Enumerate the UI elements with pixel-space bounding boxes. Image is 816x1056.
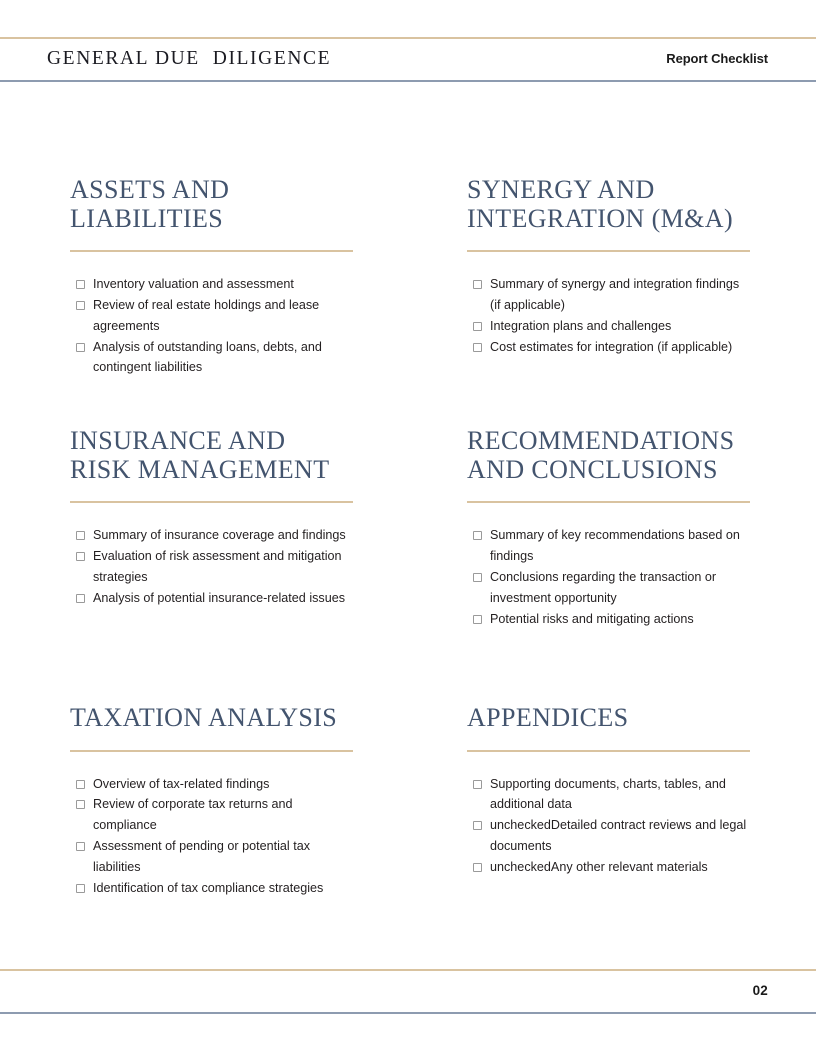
checklist-item[interactable] xyxy=(70,774,353,795)
section-heading: ASSETS AND LIABILITIES xyxy=(70,175,230,234)
checklist-taxation-analysis xyxy=(70,774,353,899)
checklist-item-label: Review of corporate tax returns and compliance xyxy=(93,797,293,833)
checklist-item[interactable] xyxy=(70,588,353,609)
section-underline xyxy=(467,250,750,252)
checklist-appendices xyxy=(467,774,750,878)
checkbox-unchecked-icon[interactable] xyxy=(76,280,85,289)
checklist-item[interactable] xyxy=(467,815,750,857)
checklist-item[interactable] xyxy=(70,525,353,546)
checkbox-unchecked-icon[interactable] xyxy=(473,343,482,352)
section-underline xyxy=(70,501,353,503)
section-synergy-and-integration xyxy=(467,175,750,378)
checklist-item[interactable] xyxy=(467,857,750,878)
checkbox-unchecked-icon[interactable] xyxy=(473,615,482,624)
checkbox-unchecked-icon[interactable] xyxy=(473,573,482,582)
page-number: 02 xyxy=(752,983,768,998)
checklist-item[interactable] xyxy=(467,567,750,609)
checklist-item[interactable] xyxy=(70,274,353,295)
checklist-item-label: Conclusions regarding the transaction or investment opportunity xyxy=(490,570,717,605)
checklist-recommendations-and-conclusions xyxy=(467,525,750,629)
section-recommendations-and-conclusions xyxy=(467,426,750,629)
section-row-1 xyxy=(70,175,750,378)
section-row-2 xyxy=(70,426,750,629)
checklist-item[interactable] xyxy=(70,878,353,899)
checkbox-unchecked-icon[interactable] xyxy=(473,821,482,830)
checklist-item-label: uncheckedDetailed contract reviews and legal documents xyxy=(490,818,747,853)
section-heading: SYNERGY AND INTEGRATION (M&A) xyxy=(467,175,734,234)
checkbox-unchecked-icon[interactable] xyxy=(76,531,85,540)
checklist-item-label: Summary of key recommendations based on findings xyxy=(490,528,740,564)
checklist-item-label: Identification of tax compliance strategies xyxy=(93,880,324,895)
section-underline xyxy=(467,501,750,503)
checkbox-unchecked-icon[interactable] xyxy=(76,884,85,893)
checklist-item[interactable] xyxy=(70,794,353,836)
checklist-item-label: Cost estimates for integration (if applicable) xyxy=(490,339,733,354)
checklist-item-label: Analysis of potential insurance-related issues xyxy=(93,590,346,605)
header-document-label: Report Checklist xyxy=(666,51,768,66)
section-row-3 xyxy=(70,703,750,898)
checklist-item[interactable] xyxy=(467,774,750,816)
checklist-item[interactable] xyxy=(467,609,750,630)
checklist-item-label: Overview of tax-related findings xyxy=(93,776,270,791)
checklist-insurance-and-risk-management xyxy=(70,525,353,608)
checkbox-unchecked-icon[interactable] xyxy=(473,863,482,872)
checklist-item[interactable] xyxy=(467,337,750,358)
header-bottom-rule xyxy=(0,80,816,82)
section-underline xyxy=(70,750,353,752)
checklist-item-label: uncheckedAny other relevant materials xyxy=(490,859,708,874)
checklist-item-label: Potential risks and mitigating actions xyxy=(490,611,694,626)
section-underline xyxy=(467,750,750,752)
checkbox-unchecked-icon[interactable] xyxy=(473,531,482,540)
checkbox-unchecked-icon[interactable] xyxy=(76,842,85,851)
section-taxation-analysis xyxy=(70,703,353,898)
footer-top-rule xyxy=(0,969,816,971)
checkbox-unchecked-icon[interactable] xyxy=(76,594,85,603)
checklist-item[interactable] xyxy=(467,274,750,316)
checklist-item-label: Supporting documents, charts, tables, and additional data xyxy=(490,776,726,812)
checklist-item-label: Inventory valuation and assessment xyxy=(93,277,294,292)
checklist-content xyxy=(70,175,750,898)
section-appendices xyxy=(467,703,750,898)
checkbox-unchecked-icon[interactable] xyxy=(76,343,85,352)
section-heading: APPENDICES xyxy=(467,703,629,733)
checklist-synergy-and-integration xyxy=(467,274,750,357)
checklist-item[interactable] xyxy=(70,337,353,379)
section-insurance-and-risk-management xyxy=(70,426,353,629)
checklist-item-label: Assessment of pending or potential tax liabilities xyxy=(93,838,311,874)
section-underline xyxy=(70,250,353,252)
checklist-assets-and-liabilities xyxy=(70,274,353,378)
checklist-item[interactable] xyxy=(70,546,353,588)
checklist-item-label: Analysis of outstanding loans, debts, and contingent liabilities xyxy=(93,339,322,375)
checkbox-unchecked-icon[interactable] xyxy=(76,301,85,310)
checklist-item[interactable] xyxy=(70,295,353,337)
checklist-item[interactable] xyxy=(467,525,750,567)
checklist-item-label: Summary of insurance coverage and findings xyxy=(93,528,346,543)
checklist-item-label: Review of real estate holdings and lease agreements xyxy=(93,298,320,333)
checklist-item-label: Evaluation of risk assessment and mitigation strategies xyxy=(93,549,342,585)
checklist-item-label: Summary of synergy and integration findings (if applicable) xyxy=(490,277,740,313)
checkbox-unchecked-icon[interactable] xyxy=(473,322,482,331)
checkbox-unchecked-icon[interactable] xyxy=(76,552,85,561)
checkbox-unchecked-icon[interactable] xyxy=(76,780,85,789)
section-heading: RECOMMENDATIONS AND CONCLUSIONS xyxy=(467,426,735,485)
footer-bottom-rule xyxy=(0,1012,816,1014)
checklist-item[interactable] xyxy=(467,316,750,337)
page-title: GENERAL DUE DILIGENCE xyxy=(47,48,332,69)
section-heading: TAXATION ANALYSIS xyxy=(70,703,338,733)
section-heading: INSURANCE AND RISK MANAGEMENT xyxy=(70,426,330,485)
checklist-item[interactable] xyxy=(70,836,353,878)
checklist-item-label: Integration plans and challenges xyxy=(490,318,672,333)
checkbox-unchecked-icon[interactable] xyxy=(473,780,482,789)
section-assets-and-liabilities xyxy=(70,175,353,378)
checkbox-unchecked-icon[interactable] xyxy=(76,800,85,809)
header xyxy=(0,39,816,80)
checkbox-unchecked-icon[interactable] xyxy=(473,280,482,289)
